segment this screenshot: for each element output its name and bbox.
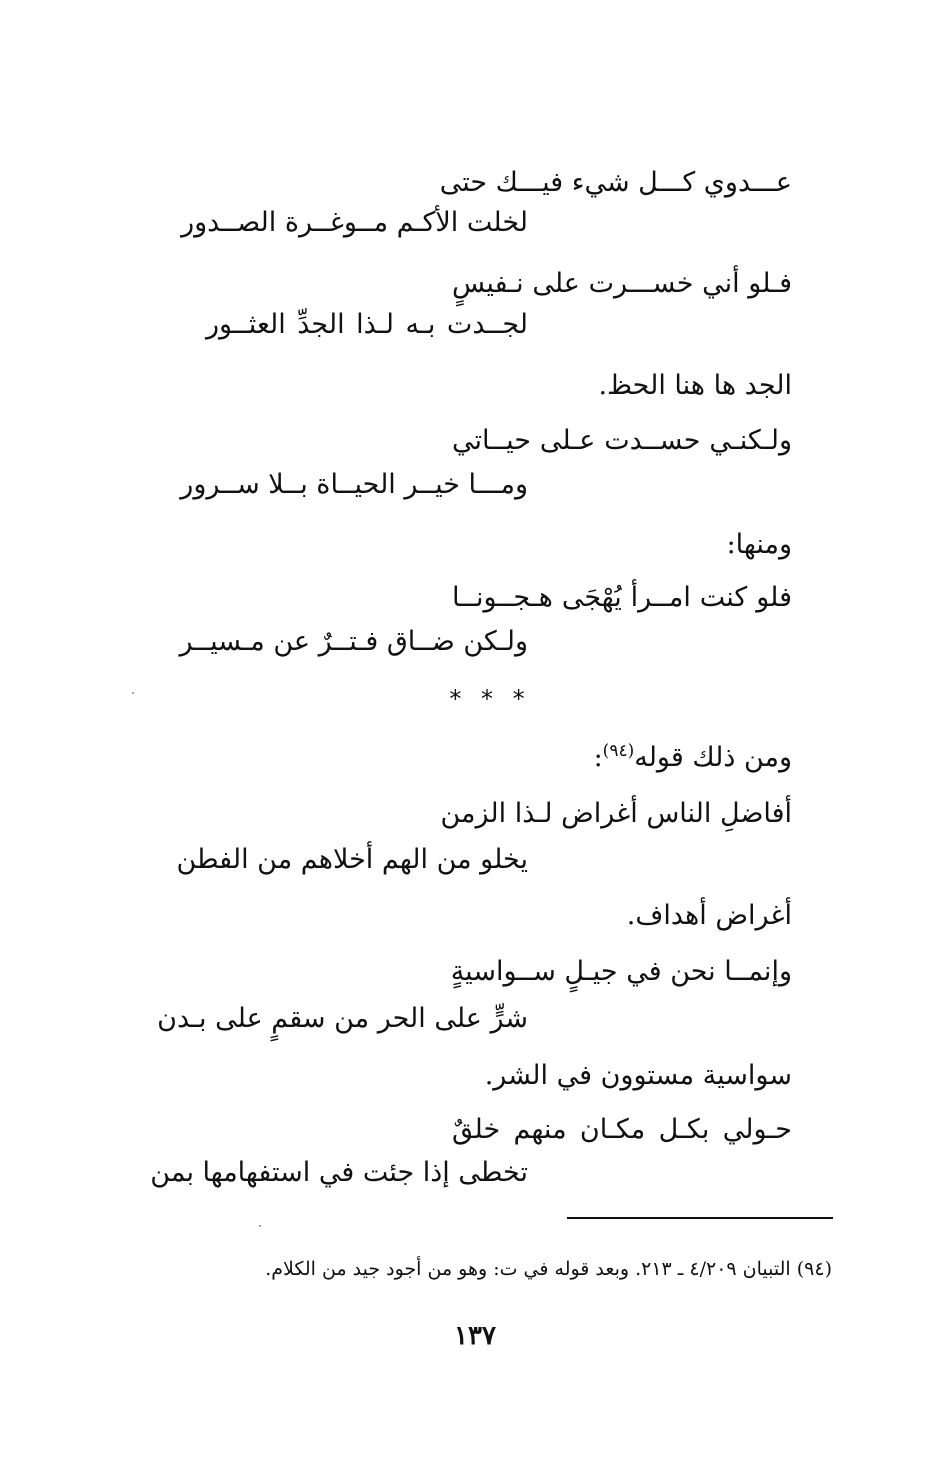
verse-5-first-hemistich: أفاضلِ الناس أغراض لـذا الزمن	[440, 798, 792, 829]
gloss-note-1: الجد ها هنا الحظ.	[598, 370, 792, 401]
scan-speck	[132, 692, 134, 694]
section-intro-1: ومنها:	[726, 529, 792, 560]
verse-6-second-hemistich: شرٍّ على الحر من سقمٍ على بـدن	[157, 1003, 528, 1034]
gloss-note-3: سواسية مستوون في الشر.	[484, 1060, 792, 1091]
verse-6-first-hemistich: وإنمــا نحن في جيـلٍ ســواسيةٍ	[450, 956, 792, 987]
verse-7-first-hemistich: حـولي بكـل مكـان منهم خلقٌ	[452, 1114, 792, 1145]
section-separator: * * *	[449, 685, 531, 713]
verse-1-first-hemistich: عـــدوي كـــل شيء فيـــك حتى	[439, 167, 792, 198]
section-intro-2-colon: :	[593, 742, 603, 773]
verse-3-second-hemistich: ومـــا خيــر الحيــاة بــلا ســرور	[180, 469, 528, 500]
verse-7-second-hemistich: تخطى إذا جئت في استفهامها بمن	[150, 1157, 528, 1188]
verse-4-second-hemistich: ولـكن ضــاق فـتــرٌ عن مـسيــر	[179, 626, 528, 657]
footnote-94: (٩٤) التبيان ٤/٢٠٩ ـ ٢١٣. وبعد قوله في ت: وهو من أجود جيد من الكلام.	[265, 1258, 832, 1280]
gloss-note-2: أغراض أهداف.	[626, 900, 792, 931]
verse-2-second-hemistich: لجــدت بـه لـذا الجدِّ العثــور	[206, 309, 528, 340]
section-intro-2-text: ومن ذلك قوله	[634, 742, 792, 773]
scan-speck	[259, 1225, 261, 1227]
verse-5-second-hemistich: يخلو من الهم أخلاهم من الفطن	[176, 844, 528, 875]
section-intro-2	[594, 738, 792, 778]
verse-2-first-hemistich: فـلو أني خســـرت على نـفيسٍ	[452, 268, 792, 299]
footnote-divider	[567, 1217, 833, 1219]
verse-1-second-hemistich: لخلت الأكـم مــوغــرة الصــدور	[181, 207, 528, 238]
page-number: ١٣٧	[454, 1321, 496, 1351]
verse-3-first-hemistich: ولـكنـي حســدت عـلى حيــاتي	[452, 425, 792, 456]
footnote-reference[interactable]: (٩٤)	[602, 741, 635, 761]
verse-4-first-hemistich: فلو كنت امــرأ يُهْجَى هـجــونــا	[452, 582, 792, 613]
